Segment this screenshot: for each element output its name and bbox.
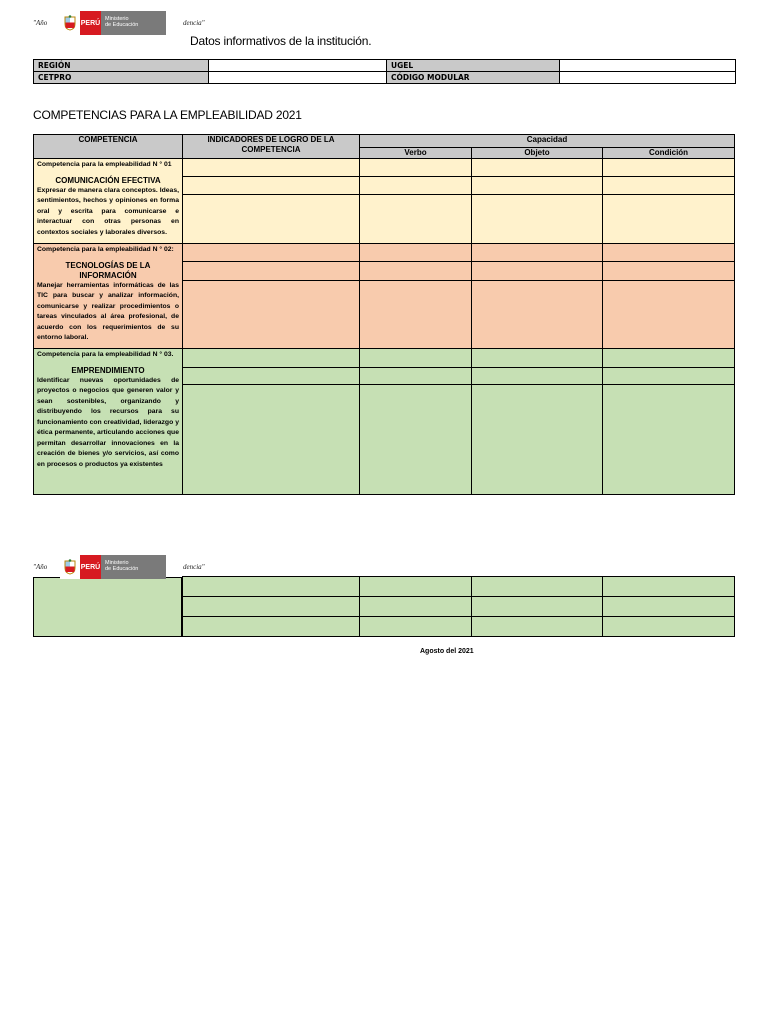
- objeto-cell[interactable]: [472, 262, 603, 281]
- table-row: [183, 617, 735, 637]
- condicion-cell[interactable]: [603, 281, 735, 349]
- indicador-cell[interactable]: [183, 262, 360, 281]
- minedu-logo-2: [60, 555, 166, 579]
- ministry-name: [101, 11, 166, 35]
- indicador-cell[interactable]: [183, 349, 360, 368]
- competencia-3-name: EMPRENDIMIENTO: [71, 365, 145, 375]
- codigo-modular-label: CÓDIGO MODULAR: [387, 72, 560, 84]
- competencia-1-intro: Competencia para la empleabilidad N ° 01: [37, 161, 172, 168]
- competencias-table: [33, 134, 735, 495]
- condicion-cell[interactable]: [603, 244, 735, 262]
- condicion-cell[interactable]: [603, 159, 735, 177]
- indicador-cell[interactable]: [183, 577, 360, 597]
- region-field[interactable]: [209, 60, 387, 72]
- condicion-cell[interactable]: [603, 368, 735, 385]
- header-indicadores: INDICADORES DE LOGRO DE LA COMPETENCIA: [183, 135, 360, 159]
- verbo-cell[interactable]: [360, 244, 472, 262]
- cetpro-label: CETPRO: [34, 72, 209, 84]
- year-label-right: dencia": [183, 19, 205, 27]
- competencia-2-description: Manejar herramientas informáticas de las TIC para buscar y analizar información, comunicarse y realizar procedimientos o tareas vinculados al área profesional, de acuerdo con los requerimientos de su entorno laboral.: [37, 281, 179, 341]
- objeto-cell[interactable]: [472, 195, 603, 244]
- peru-coat-of-arms-icon: [60, 555, 80, 579]
- header-verbo: Verbo: [360, 148, 472, 159]
- objeto-cell[interactable]: [472, 244, 603, 262]
- competencia-3-cell: [34, 349, 183, 495]
- indicador-cell[interactable]: [183, 195, 360, 244]
- indicador-cell[interactable]: [183, 159, 360, 177]
- ministry-name-2: [101, 555, 166, 579]
- verbo-cell[interactable]: [360, 177, 472, 195]
- objeto-cell[interactable]: [472, 368, 603, 385]
- objeto-cell[interactable]: [472, 617, 603, 637]
- table-row: [183, 597, 735, 617]
- condicion-cell[interactable]: [603, 177, 735, 195]
- table-row: [34, 159, 735, 177]
- competencia-1-cell: [34, 159, 183, 244]
- year-label-left-2: "Año: [33, 563, 48, 571]
- header-objeto: Objeto: [472, 148, 603, 159]
- competencia-3-description: Identificar nuevas oportunidades de proyectos o negocios que generen valor y sean sostenibles, organizando y distribuyendo los recursos para su funcionamiento con creatividad, liderazgo y ética permanente, articulando acciones que permitan desarrollar innovaciones en la creación de bienes y/o servicios, así como en procesos o productos ya existentes: [37, 376, 179, 468]
- objeto-cell[interactable]: [472, 349, 603, 368]
- year-label-right-2: dencia": [183, 563, 205, 571]
- indicador-cell[interactable]: [183, 368, 360, 385]
- objeto-cell[interactable]: [472, 177, 603, 195]
- condicion-cell[interactable]: [603, 617, 735, 637]
- header-capacidad: Capacidad: [360, 135, 735, 148]
- verbo-cell[interactable]: [360, 617, 472, 637]
- ministry-line-2: de Educación: [105, 566, 139, 572]
- competencia-1-description: Expresar de manera clara conceptos. Ideas, sentimientos, hechos y opiniones en forma oral y escrita para comunicarse e interactuar con otras personas en contextos sociales y laborales diversos.: [37, 186, 179, 236]
- peru-coat-of-arms-icon: [60, 11, 80, 35]
- objeto-cell[interactable]: [472, 597, 603, 617]
- indicador-cell[interactable]: [183, 617, 360, 637]
- objeto-cell[interactable]: [472, 159, 603, 177]
- section-title: COMPETENCIAS PARA LA EMPLEABILIDAD 2021: [33, 108, 302, 122]
- condicion-cell[interactable]: [603, 349, 735, 368]
- header-competencia: COMPETENCIA: [34, 135, 183, 159]
- indicador-cell[interactable]: [183, 177, 360, 195]
- verbo-cell[interactable]: [360, 349, 472, 368]
- table-row: [34, 349, 735, 368]
- peru-brand: PERÚ: [80, 11, 101, 35]
- condicion-cell[interactable]: [603, 597, 735, 617]
- competencia-3-intro: Competencia para la empleabilidad N ° 03.: [37, 351, 174, 358]
- institution-info-table: [33, 59, 736, 84]
- competencia-2-name: TECNOLOGÍAS DE LA INFORMACIÓN: [65, 260, 151, 280]
- header-condicion: Condición: [603, 148, 735, 159]
- objeto-cell[interactable]: [472, 385, 603, 495]
- indicador-cell[interactable]: [183, 281, 360, 349]
- peru-brand-2: PERÚ: [80, 555, 101, 579]
- ministry-line-1: Ministerio: [105, 16, 129, 22]
- ministry-line-2: de Educación: [105, 22, 139, 28]
- verbo-cell[interactable]: [360, 577, 472, 597]
- verbo-cell[interactable]: [360, 385, 472, 495]
- green-block: [33, 577, 182, 637]
- page-title: Datos informativos de la institución.: [190, 34, 372, 48]
- verbo-cell[interactable]: [360, 368, 472, 385]
- condicion-cell[interactable]: [603, 195, 735, 244]
- codigo-modular-field[interactable]: [560, 72, 736, 84]
- table-row: [34, 244, 735, 262]
- region-label: REGIÓN: [34, 60, 209, 72]
- minedu-logo: [60, 11, 166, 35]
- indicador-cell[interactable]: [183, 597, 360, 617]
- condicion-cell[interactable]: [603, 262, 735, 281]
- ugel-field[interactable]: [560, 60, 736, 72]
- green-table-fragment: [182, 576, 735, 637]
- verbo-cell[interactable]: [360, 159, 472, 177]
- ministry-line-1: Ministerio: [105, 560, 129, 566]
- cetpro-field[interactable]: [209, 72, 387, 84]
- table-row: [183, 577, 735, 597]
- condicion-cell[interactable]: [603, 385, 735, 495]
- objeto-cell[interactable]: [472, 577, 603, 597]
- footer-date: Agosto del 2021: [420, 648, 474, 655]
- competencia-2-cell: [34, 244, 183, 349]
- condicion-cell[interactable]: [603, 577, 735, 597]
- verbo-cell[interactable]: [360, 195, 472, 244]
- objeto-cell[interactable]: [472, 281, 603, 349]
- verbo-cell[interactable]: [360, 597, 472, 617]
- indicador-cell[interactable]: [183, 244, 360, 262]
- ugel-label: UGEL: [387, 60, 560, 72]
- verbo-cell[interactable]: [360, 281, 472, 349]
- verbo-cell[interactable]: [360, 262, 472, 281]
- year-label-left: "Año: [33, 19, 48, 27]
- indicador-cell[interactable]: [183, 385, 360, 495]
- competencia-2-intro: Competencia para la empleabilidad N ° 02:: [37, 246, 174, 253]
- competencia-1-name: COMUNICACIÓN EFECTIVA: [55, 175, 161, 185]
